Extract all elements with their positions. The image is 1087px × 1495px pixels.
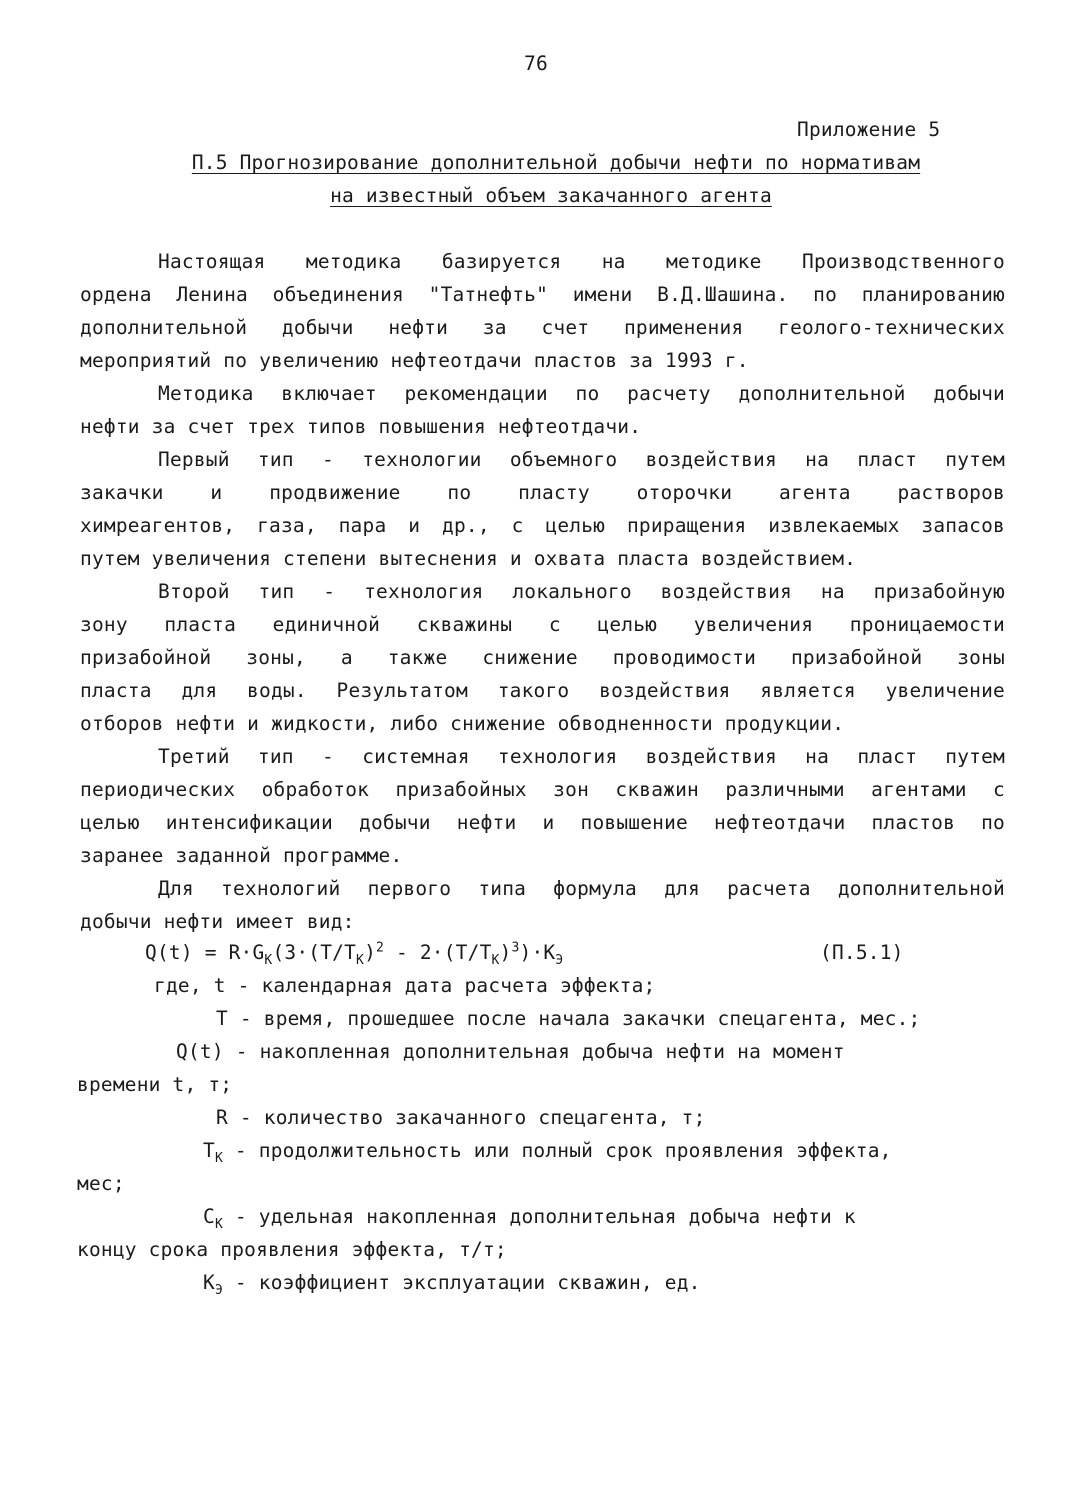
definition-t: где, t - календарная дата расчета эффекта; xyxy=(154,974,656,997)
paragraph-3-line-3: химреагентов, газа, пара и др., с целью приращения извлекаемых запасов xyxy=(80,514,1005,537)
definition-Q-line-1: Q(t) - накопленная дополнительная добыча нефти на момент xyxy=(176,1040,845,1063)
paragraph-3-line-2: закачки и продвижение по пласту оторочки агента растворов xyxy=(80,481,1005,504)
paragraph-1-line-3: дополнительной добычи нефти за счет применения геолого-технических xyxy=(80,316,1005,339)
paragraph-6-line-1: Для технологий первого типа формула для расчета дополнительной xyxy=(158,877,1005,900)
definition-T: T - время, прошедшее после начала закачки спецагента, мес.; xyxy=(216,1007,921,1030)
paragraph-5-line-1: Третий тип - системная технология воздействия на пласт путем xyxy=(158,745,1005,768)
definition-Ke: $K_Э$ - коэффициент эксплуатации скважин, ед. xyxy=(203,1271,701,1298)
paragraph-4-line-5: отборов нефти и жидкости, либо снижение обводненности продукции. xyxy=(80,712,845,735)
definition-Tk-line-2: мес; xyxy=(77,1172,125,1195)
definition-Ck: $C_K$ - удельная накопленная дополнительная добыча нефти к xyxy=(203,1205,856,1232)
paragraph-2-line-1: Методика включает рекомендации по расчету дополнительной добычи xyxy=(158,382,1005,405)
paragraph-1-line-2: ордена Ленина объединения "Татнефть" имени В.Д.Шашина. по планированию xyxy=(80,283,1005,306)
paragraph-4-line-4: пласта для воды. Результатом такого воздействия является увеличение xyxy=(80,679,1005,702)
section-title-line-2: на известный объем закачанного агента xyxy=(330,184,772,207)
formula: $Q(t) = R\cdot G_K(3\cdot(T/T_K)^2 - 2\cdot(T/T_K)^3)\cdot K_Э$ xyxy=(145,940,564,968)
page-number: 76 xyxy=(524,52,548,75)
paragraph-4-line-2: зону пласта единичной скважины с целью увеличения проницаемости xyxy=(80,613,1005,636)
definition-Q-line-2: времени t, т; xyxy=(77,1073,233,1096)
formula-number: (П.5.1) xyxy=(820,941,904,964)
paragraph-4-line-1: Второй тип - технология локального воздействия на призабойную xyxy=(158,580,1005,603)
paragraph-3-line-4: путем увеличения степени вытеснения и охвата пласта воздействием. xyxy=(80,547,857,570)
definition-R: R - количество закачанного спецагента, т; xyxy=(216,1106,706,1129)
definition-Tk: $T_K$ - продолжительность или полный срок проявления эффекта, xyxy=(203,1139,892,1166)
paragraph-4-line-3: призабойной зоны, а также снижение проводимости призабойной зоны xyxy=(80,646,1005,669)
paragraph-5-line-3: целью интенсификации добычи нефти и повышение нефтеотдачи пластов по xyxy=(80,811,1005,834)
paragraph-2-line-2: нефти за счет трех типов повышения нефтеотдачи. xyxy=(80,415,642,438)
paragraph-1-line-4: мероприятий по увеличению нефтеотдачи пластов за 1993 г. xyxy=(80,349,749,372)
paragraph-3-line-1: Первый тип - технологии объемного воздействия на пласт путем xyxy=(158,448,1005,471)
definition-Ck-line-2: концу срока проявления эффекта, т/т; xyxy=(77,1238,507,1261)
appendix-label: Приложение 5 xyxy=(797,118,941,141)
paragraph-6-line-2: добычи нефти имеет вид: xyxy=(80,910,355,933)
paragraph-5-line-4: заранее заданной программе. xyxy=(80,844,403,867)
paragraph-5-line-2: периодических обработок призабойных зон скважин различными агентами с xyxy=(80,778,1005,801)
section-title-line-1: П.5 Прогнозирование дополнительной добычи нефти по нормативам xyxy=(191,151,921,174)
paragraph-1-line-1: Настоящая методика базируется на методике Производственного xyxy=(158,250,1005,273)
